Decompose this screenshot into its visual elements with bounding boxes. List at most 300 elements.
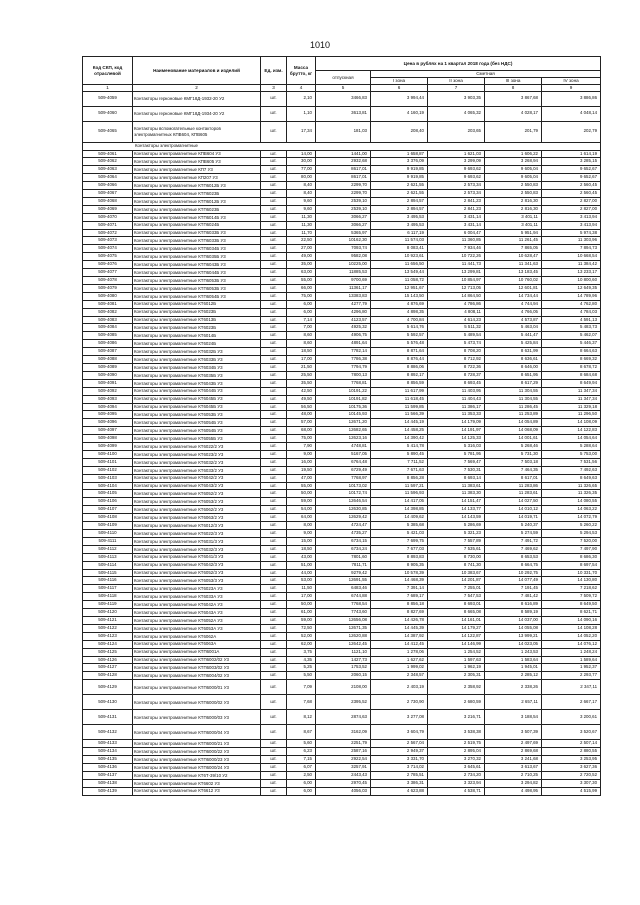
- name-cell: Контакторы электромагнитные КТП6000/03 У3: [133, 710, 261, 725]
- zone-3-price-cell: 10 760,02: [485, 277, 542, 285]
- zone-3-price-cell: 14 010,12: [485, 506, 542, 514]
- zone-4-price-cell: 8 649,50: [542, 601, 601, 609]
- zone-2-price-cell: 2 519,75: [428, 740, 485, 748]
- zone-3-price-cell: 14 068,09: [485, 427, 542, 435]
- price-table: [82, 56, 601, 796]
- zone-3-price-cell: 201,79: [485, 121, 542, 142]
- table-row: [83, 553, 601, 561]
- unit-cell: шт.: [261, 411, 287, 419]
- release-price-cell: 3613,81: [316, 106, 371, 121]
- zone-1-price-cell: 12 951,67: [371, 284, 428, 292]
- name-cell: Контакторы электромагнитные КТ6022/3 У3: [133, 530, 261, 538]
- name-cell: Контакторы электромагнитные КТ6054Б У3: [133, 427, 261, 435]
- zone-3-price-cell: 3 188,54: [485, 710, 542, 725]
- zone-1-price-cell: 1 627,62: [371, 656, 428, 664]
- zone-2-price-cell: 14 143,59: [428, 514, 485, 522]
- code-cell: 509-4109: [83, 522, 133, 530]
- page-number: 1010: [309, 40, 331, 50]
- code-cell: 509-4072: [83, 229, 133, 237]
- mass-cell: 59,00: [287, 616, 316, 624]
- release-price-cell: 9700,69: [316, 277, 371, 285]
- zone-4-price-cell: 12 649,35: [542, 284, 601, 292]
- zone-2-price-cell: 7 934,46: [428, 245, 485, 253]
- table-row: [83, 245, 601, 253]
- name-cell: Контакторы герконовые КМГ18Д-1932-20 У2: [133, 91, 261, 106]
- code-cell: 509-4067: [83, 190, 133, 198]
- unit-cell: шт.: [261, 213, 287, 221]
- table-row: [83, 561, 601, 569]
- name-cell: Контакторы электромагнитные КТ6063А: [133, 640, 261, 648]
- release-price-cell: 1427,73: [316, 656, 371, 664]
- table-row: [83, 748, 601, 756]
- release-price-cell: 2251,79: [316, 740, 371, 748]
- table-row: [83, 710, 601, 725]
- zone-2-price-cell: 4 614,23: [428, 316, 485, 324]
- zone-2-price-cell: 3 903,35: [428, 91, 485, 106]
- zone-3-price-cell: 4 498,95: [485, 787, 542, 795]
- zone-1-price-cell: 8 856,18: [371, 601, 428, 609]
- zone-4-price-cell: 11 347,34: [542, 387, 601, 395]
- mass-cell: 35,00: [287, 261, 316, 269]
- zone-1-price-cell: 5 385,68: [371, 522, 428, 530]
- zone-3-price-cell: 5 274,59: [485, 530, 542, 538]
- zone-1-price-cell: 8 827,69: [371, 609, 428, 617]
- release-price-cell: 4735,27: [316, 530, 371, 538]
- table-row: [83, 411, 601, 419]
- table-row: [83, 158, 601, 166]
- unit-cell: шт.: [261, 624, 287, 632]
- zone-3-price-cell: 3 867,68: [485, 91, 542, 106]
- code-cell: 509-4085: [83, 332, 133, 340]
- table-row: [83, 356, 601, 364]
- mass-cell: 6,00: [287, 787, 316, 795]
- zone-1-price-cell: 3 714,02: [371, 763, 428, 771]
- zone-2-price-cell: 14 122,87: [428, 632, 485, 640]
- zone-4-price-cell: 5 446,37: [542, 340, 601, 348]
- zone-3-price-cell: 8 631,99: [485, 348, 542, 356]
- mass-cell: 22,50: [287, 237, 316, 245]
- zone-1-price-cell: 3 495,53: [371, 213, 428, 221]
- table-row: [83, 237, 601, 245]
- unit-cell: шт.: [261, 174, 287, 182]
- name-cell: Контакторы электромагнитные КТ6042/2 У3: [133, 474, 261, 482]
- zone-4-price-cell: 3 627,36: [542, 763, 601, 771]
- zone-1-price-cell: 11 574,03: [371, 237, 428, 245]
- unit-cell: шт.: [261, 443, 287, 451]
- zone-2-price-cell: 9 693,62: [428, 174, 485, 182]
- table-row: [83, 545, 601, 553]
- table-row: [83, 292, 601, 300]
- unit-cell: шт.: [261, 640, 287, 648]
- unit-cell: шт.: [261, 450, 287, 458]
- zone-3-price-cell: 8 646,00: [485, 363, 542, 371]
- zone-4-price-cell: 2 293,77: [542, 672, 601, 680]
- header-name: Наименование материалов и изделий: [133, 57, 261, 85]
- unit-cell: шт.: [261, 253, 287, 261]
- table-row: [83, 419, 601, 427]
- zone-3-price-cell: 3 507,39: [485, 725, 542, 740]
- zone-1-price-cell: 4 876,69: [371, 300, 428, 308]
- code-cell: 509-4139: [83, 787, 133, 795]
- name-cell: Контакторы электромагнитные КТ6033/2 У3: [133, 466, 261, 474]
- zone-4-price-cell: 8 621,71: [542, 609, 601, 617]
- release-price-cell: 2395,52: [316, 695, 371, 710]
- zone-1-price-cell: 3 994,44: [371, 91, 428, 106]
- release-price-cell: 12620,88: [316, 632, 371, 640]
- name-cell: Контакторы электромагнитные КТП6054Б У3: [133, 292, 261, 300]
- zone-1-price-cell: 1 658,87: [371, 150, 428, 158]
- unit-cell: шт.: [261, 458, 287, 466]
- zone-2-price-cell: 1 597,63: [428, 656, 485, 664]
- column-number: 6: [371, 85, 428, 92]
- code-cell: 509-4104: [83, 482, 133, 490]
- name-cell: Контакторы электромагнитные КТ6035Б У3: [133, 371, 261, 379]
- name-cell: Контакторы электромагнитные КТП6023Б: [133, 205, 261, 213]
- name-cell: Контакторы электромагнитные КТ6031/3 У3: [133, 537, 261, 545]
- code-cell: 509-4065: [83, 121, 133, 142]
- code-cell: 509-4069: [83, 205, 133, 213]
- name-cell: Контакторы электромагнитные КТП6002/02 У3: [133, 656, 261, 664]
- name-cell: Контакторы электромагнитные КТ6045Б У3: [133, 395, 261, 403]
- zone-3-price-cell: 13 999,21: [485, 632, 542, 640]
- zone-4-price-cell: 14 072,79: [542, 514, 601, 522]
- zone-1-price-cell: 11 599,85: [371, 403, 428, 411]
- release-price-cell: 12623,16: [316, 435, 371, 443]
- zone-1-price-cell: 6 117,19: [371, 229, 428, 237]
- release-price-cell: 10191,82: [316, 395, 371, 403]
- unit-cell: шт.: [261, 664, 287, 672]
- zone-3-price-cell: 11 283,86: [485, 482, 542, 490]
- name-cell: Контакторы электромагнитные КТП6053Б У3: [133, 284, 261, 292]
- column-number: 1: [83, 85, 133, 92]
- zone-3-price-cell: 7 191,45: [485, 585, 542, 593]
- unit-cell: шт.: [261, 269, 287, 277]
- zone-1-price-cell: 2 403,19: [371, 680, 428, 695]
- zone-1-price-cell: 11 596,93: [371, 490, 428, 498]
- release-price-cell: 6483,46: [316, 585, 371, 593]
- code-cell: 509-4131: [83, 710, 133, 725]
- zone-1-price-cell: 13 549,44: [371, 269, 428, 277]
- release-price-cell: 6734,15: [316, 537, 371, 545]
- zone-3-price-cell: 11 283,61: [485, 490, 542, 498]
- code-cell: 509-4137: [83, 771, 133, 779]
- code-cell: 509-4110: [83, 530, 133, 538]
- zone-3-price-cell: 4 573,87: [485, 316, 542, 324]
- release-price-cell: 7743,60: [316, 609, 371, 617]
- code-cell: 509-4108: [83, 514, 133, 522]
- zone-3-price-cell: 2 550,83: [485, 190, 542, 198]
- release-price-cell: 2970,45: [316, 779, 371, 787]
- code-cell: 509-4132: [83, 725, 133, 740]
- zone-3-price-cell: 1 945,01: [485, 664, 542, 672]
- unit-cell: шт.: [261, 158, 287, 166]
- zone-4-price-cell: 2 880,55: [542, 748, 601, 756]
- zone-4-price-cell: 5 462,07: [542, 332, 601, 340]
- unit-cell: шт.: [261, 300, 287, 308]
- header-zone-1: I зона: [371, 78, 428, 85]
- name-cell: Контакторы электромагнитные КТ6041/3 У3: [133, 553, 261, 561]
- release-price-cell: 3466,83: [316, 91, 371, 106]
- zone-4-price-cell: 9 652,67: [542, 174, 601, 182]
- zone-1-price-cell: 8 876,44: [371, 356, 428, 364]
- unit-cell: шт.: [261, 725, 287, 740]
- unit-cell: шт.: [261, 577, 287, 585]
- name-cell: Контакторы электромагнитные КП207 У3: [133, 174, 261, 182]
- zone-3-price-cell: 14 027,50: [485, 498, 542, 506]
- name-cell: Контакторы электромагнитные КТ6014Б: [133, 332, 261, 340]
- name-cell: Контакторы электромагнитные КТ6032/2 У3: [133, 458, 261, 466]
- release-price-cell: 10162,30: [316, 237, 371, 245]
- zone-4-price-cell: 7 894,73: [542, 245, 601, 253]
- release-price-cell: 12630,85: [316, 506, 371, 514]
- unit-cell: шт.: [261, 106, 287, 121]
- unit-cell: шт.: [261, 150, 287, 158]
- table-row: [83, 363, 601, 371]
- table-header: [83, 57, 601, 92]
- zone-1-price-cell: 2 949,37: [371, 748, 428, 756]
- zone-4-price-cell: 3 285,15: [542, 158, 601, 166]
- code-cell: 509-4123: [83, 632, 133, 640]
- zone-4-price-cell: 4 515,99: [542, 787, 601, 795]
- unit-cell: шт.: [261, 537, 287, 545]
- table-row: [83, 348, 601, 356]
- zone-2-price-cell: 8 693,01: [428, 601, 485, 609]
- table-row: [83, 664, 601, 672]
- code-cell: 509-4083: [83, 316, 133, 324]
- zone-2-price-cell: 7 255,01: [428, 585, 485, 593]
- table-row: [83, 695, 601, 710]
- zone-3-price-cell: 5 268,46: [485, 443, 542, 451]
- mass-cell: 8,12: [287, 710, 316, 725]
- zone-3-price-cell: 2 816,30: [485, 197, 542, 205]
- code-cell: 509-4098: [83, 435, 133, 443]
- zone-2-price-cell: 10 383,67: [428, 569, 485, 577]
- name-cell: Контакторы электромагнитные КТП6000/21 У3: [133, 740, 261, 748]
- zone-4-price-cell: 5 288,64: [542, 443, 601, 451]
- zone-2-price-cell: 8 712,92: [428, 356, 485, 364]
- zone-2-price-cell: 4 538,71: [428, 787, 485, 795]
- column-number: 4: [287, 85, 316, 92]
- unit-cell: шт.: [261, 419, 287, 427]
- column-number: 5: [316, 85, 371, 92]
- zone-3-price-cell: 8 636,61: [485, 356, 542, 364]
- name-cell: Контакторы электромагнитные КТ6033А У3: [133, 593, 261, 601]
- header-unit: Ед. изм.: [261, 57, 287, 85]
- code-cell: 509-4066: [83, 182, 133, 190]
- group-heading: Контакторы электромагнитные: [83, 142, 601, 150]
- release-price-cell: 1121,10: [316, 648, 371, 656]
- release-price-cell: 3066,27: [316, 213, 371, 221]
- zone-1-price-cell: 1 278,06: [371, 648, 428, 656]
- zone-4-price-cell: 14 063,22: [542, 506, 601, 514]
- release-price-cell: 7768,54: [316, 601, 371, 609]
- name-cell: Контакторы электромагнитные КТП6012Б У3: [133, 197, 261, 205]
- unit-cell: шт.: [261, 324, 287, 332]
- table-row: [83, 166, 601, 174]
- unit-cell: шт.: [261, 427, 287, 435]
- name-cell: Контакторы электромагнитные КТ6012/3 У3: [133, 522, 261, 530]
- release-price-cell: 2060,15: [316, 672, 371, 680]
- name-cell: Контакторы электромагнитные КТ6043/2 У3: [133, 482, 261, 490]
- mass-cell: 4,35: [287, 656, 316, 664]
- table-row: [83, 91, 601, 106]
- zone-3-price-cell: 11 304,55: [485, 395, 542, 403]
- code-cell: 509-4089: [83, 363, 133, 371]
- zone-3-price-cell: 2 710,25: [485, 771, 542, 779]
- release-price-cell: 1441,00: [316, 150, 371, 158]
- zone-4-price-cell: 10 800,60: [542, 277, 601, 285]
- code-cell: 509-4111: [83, 537, 133, 545]
- release-price-cell: 2108,00: [316, 680, 371, 695]
- mass-cell: 7,00: [287, 324, 316, 332]
- zone-3-price-cell: 2 816,30: [485, 205, 542, 213]
- zone-3-price-cell: 8 653,53: [485, 553, 542, 561]
- mass-cell: 43,00: [287, 553, 316, 561]
- zone-2-price-cell: 2 358,92: [428, 680, 485, 695]
- code-cell: 509-4116: [83, 577, 133, 585]
- code-cell: 509-4070: [83, 213, 133, 221]
- table-row: [83, 213, 601, 221]
- column-number: 9: [542, 85, 601, 92]
- zone-4-price-cell: 14 122,83: [542, 427, 601, 435]
- name-cell: Контакторы электромагнитные КТ6054Б У3: [133, 419, 261, 427]
- name-cell: Контакторы электромагнитные КТ6043Б У3: [133, 379, 261, 387]
- code-cell: 509-4079: [83, 284, 133, 292]
- release-price-cell: 4277,79: [316, 300, 371, 308]
- release-price-cell: 2539,10: [316, 205, 371, 213]
- zone-1-price-cell: 4 700,84: [371, 316, 428, 324]
- zone-3-price-cell: 10 628,47: [485, 253, 542, 261]
- zone-2-price-cell: 7 557,89: [428, 537, 485, 545]
- unit-cell: шт.: [261, 182, 287, 190]
- zone-3-price-cell: 2 497,69: [485, 740, 542, 748]
- name-cell: Контакторы электромагнитные КТ6062А: [133, 632, 261, 640]
- code-cell: 509-4102: [83, 466, 133, 474]
- code-cell: 509-4114: [83, 561, 133, 569]
- zone-1-price-cell: 15 143,50: [371, 292, 428, 300]
- code-cell: 509-4121: [83, 616, 133, 624]
- zone-4-price-cell: 2 667,17: [542, 695, 601, 710]
- zone-4-price-cell: 7 492,63: [542, 466, 601, 474]
- release-price-cell: 10225,00: [316, 261, 371, 269]
- zone-1-price-cell: 14 458,25: [371, 427, 428, 435]
- zone-4-price-cell: 5 260,22: [542, 522, 601, 530]
- zone-4-price-cell: 14 108,09: [542, 419, 601, 427]
- name-cell: Контакторы электромагнитные КТП6012Б У3: [133, 182, 261, 190]
- zone-3-price-cell: 2 869,68: [485, 748, 542, 756]
- mass-cell: 9,60: [287, 205, 316, 213]
- mass-cell: 7,68: [287, 695, 316, 710]
- code-cell: 509-4115: [83, 569, 133, 577]
- zone-1-price-cell: 8 871,64: [371, 348, 428, 356]
- zone-4-price-cell: 8 684,68: [542, 371, 601, 379]
- zone-3-price-cell: 7 865,05: [485, 245, 542, 253]
- zone-1-price-cell: 5 576,48: [371, 340, 428, 348]
- code-cell: 509-4133: [83, 740, 133, 748]
- release-price-cell: 13383,83: [316, 292, 371, 300]
- zone-2-price-cell: 5 286,69: [428, 522, 485, 530]
- mass-cell: 15,00: [287, 537, 316, 545]
- unit-cell: шт.: [261, 553, 287, 561]
- zone-1-price-cell: 2 785,51: [371, 771, 428, 779]
- zone-3-price-cell: 3 241,68: [485, 756, 542, 764]
- zone-2-price-cell: 3 645,61: [428, 763, 485, 771]
- zone-3-price-cell: 4 744,94: [485, 300, 542, 308]
- zone-2-price-cell: 5 321,23: [428, 530, 485, 538]
- mass-cell: 8,40: [287, 182, 316, 190]
- zone-2-price-cell: 11 383,30: [428, 490, 485, 498]
- mass-cell: 11,30: [287, 221, 316, 229]
- zone-3-price-cell: 11 304,55: [485, 387, 542, 395]
- table-row: [83, 787, 601, 795]
- zone-1-price-cell: 3 495,53: [371, 221, 428, 229]
- zone-2-price-cell: 7 535,61: [428, 545, 485, 553]
- mass-cell: 49,50: [287, 395, 316, 403]
- mass-cell: 6,00: [287, 300, 316, 308]
- name-cell: Контакторы электромагнитные КТП6024Б: [133, 221, 261, 229]
- name-cell: Контакторы электромагнитные КТ6034Б У3: [133, 363, 261, 371]
- code-cell: 509-4059: [83, 91, 133, 106]
- mass-cell: 2,50: [287, 771, 316, 779]
- release-price-cell: 2922,54: [316, 756, 371, 764]
- mass-cell: 50,00: [287, 601, 316, 609]
- mass-cell: 1,10: [287, 106, 316, 121]
- zone-3-price-cell: 1 583,64: [485, 656, 542, 664]
- zone-4-price-cell: 14 108,28: [542, 624, 601, 632]
- code-cell: 509-4107: [83, 506, 133, 514]
- unit-cell: шт.: [261, 609, 287, 617]
- mass-cell: 6,00: [287, 308, 316, 316]
- mass-cell: 6,07: [287, 763, 316, 771]
- zone-1-price-cell: 5 890,45: [371, 450, 428, 458]
- zone-1-price-cell: 8 905,35: [371, 561, 428, 569]
- release-price-cell: 5365,97: [316, 229, 371, 237]
- zone-1-price-cell: 11 058,72: [371, 277, 428, 285]
- code-cell: 509-4129: [83, 680, 133, 695]
- zone-2-price-cell: 10 722,26: [428, 253, 485, 261]
- zone-1-price-cell: 8 892,17: [371, 371, 428, 379]
- zone-2-price-cell: 11 403,95: [428, 387, 485, 395]
- release-price-cell: 181,03: [316, 121, 371, 142]
- name-cell: Контакторы электромагнитные КТП6033Б У3: [133, 229, 261, 237]
- zone-2-price-cell: 2 841,23: [428, 205, 485, 213]
- unit-cell: шт.: [261, 740, 287, 748]
- mass-cell: 19,50: [287, 466, 316, 474]
- zone-1-price-cell: 2 567,04: [371, 740, 428, 748]
- code-cell: 509-4127: [83, 664, 133, 672]
- zone-3-price-cell: 14 019,71: [485, 514, 542, 522]
- zone-2-price-cell: 14 191,97: [428, 427, 485, 435]
- unit-cell: шт.: [261, 771, 287, 779]
- name-cell: Контакторы электромагнитные КТ6052/2 У3: [133, 490, 261, 498]
- zone-1-price-cell: 7 677,03: [371, 545, 428, 553]
- name-cell: Контакторы электромагнитные КТП6053Б У3: [133, 277, 261, 285]
- name-cell: Контакторы электромагнитные КТП6000/24 У3: [133, 763, 261, 771]
- release-price-cell: 10191,22: [316, 387, 371, 395]
- mass-cell: 5,60: [287, 740, 316, 748]
- zone-4-price-cell: 11 329,18: [542, 403, 601, 411]
- mass-cell: 25,50: [287, 371, 316, 379]
- zone-1-price-cell: 1 999,02: [371, 664, 428, 672]
- release-price-cell: 4123,57: [316, 316, 371, 324]
- zone-2-price-cell: 3 431,14: [428, 213, 485, 221]
- mass-cell: 75,00: [287, 292, 316, 300]
- code-cell: 509-4097: [83, 427, 133, 435]
- table-row: [83, 142, 601, 150]
- release-price-cell: 9279,42: [316, 569, 371, 577]
- header-zone-2: II зона: [428, 78, 485, 85]
- zone-2-price-cell: 5 316,03: [428, 443, 485, 451]
